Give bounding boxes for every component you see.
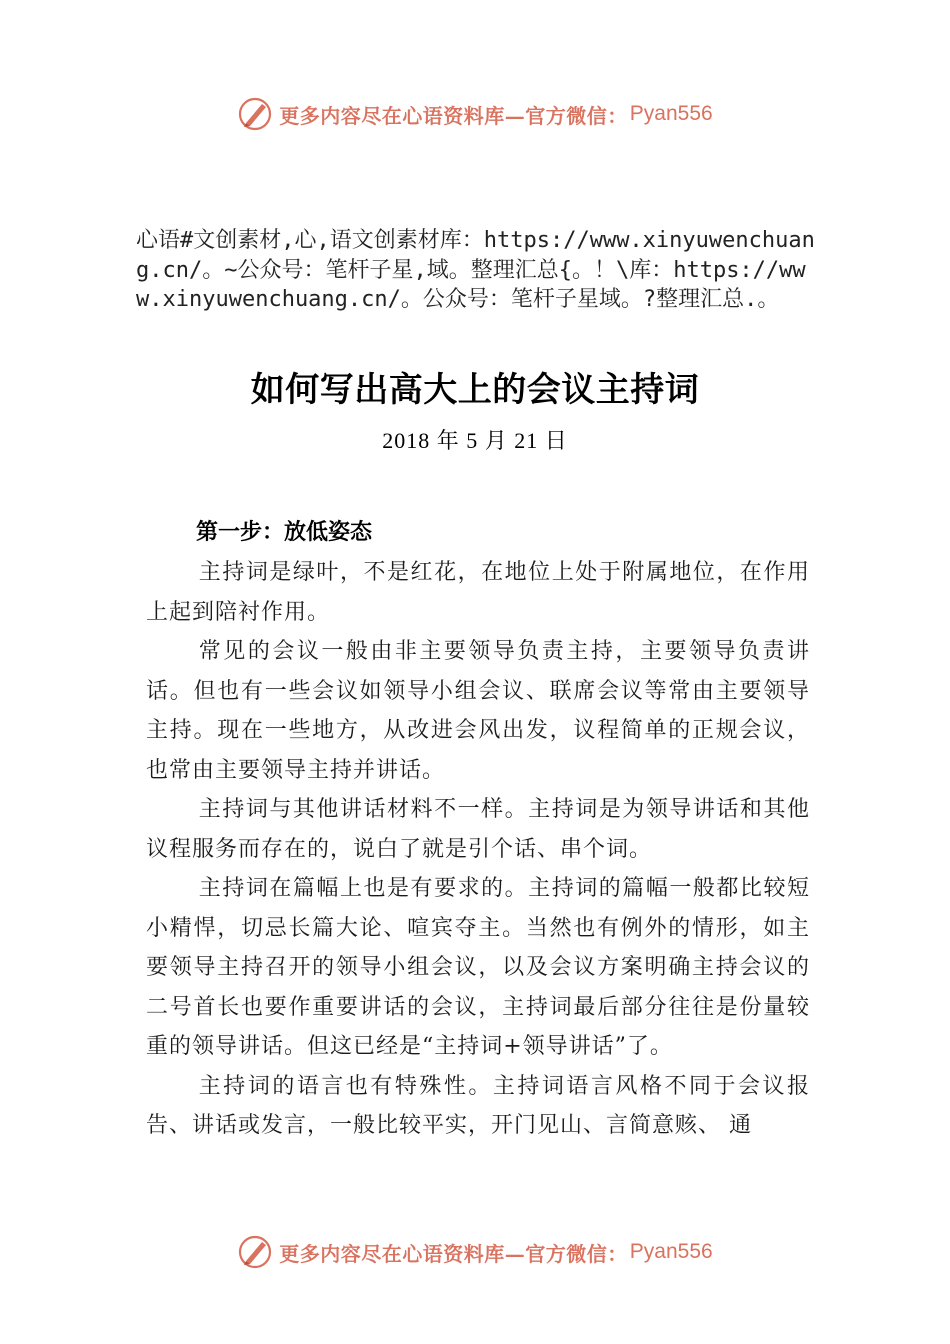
paragraph: 主持词与其他讲话材料不一样。主持词是为领导讲话和其他议程服务而存在的，说白了就是引个话、串个词。 xyxy=(146,797,810,862)
paragraph: 主持词在篇幅上也是有要求的。主持词的篇幅一般都比较短小精悍，切忌长篇大论、喧宾夺主。当然也有例外的情形，如主要领导主持召开的领导小组会议，以及会议方案明确主持会议的二号首长也要作重要讲话的会议，主持词最后部分往往是份量较重的领导讲话。但这已经是“主持词+领导讲话”了。 xyxy=(146,876,810,1059)
banner-text: 更多内容尽在心语资料库—官方微信： xyxy=(279,103,628,128)
banner-wechat-id: Pyan556 xyxy=(629,102,713,125)
header-banner xyxy=(0,94,950,134)
document-date: 2018 年 5 月 21 日 xyxy=(382,428,568,453)
banner-text: 更多内容尽在心语资料库—官方微信： xyxy=(279,1241,628,1266)
section-heading: 第一步：放低姿态 xyxy=(196,520,373,545)
document-title: 如何写出高大上的会议主持词 xyxy=(250,370,700,410)
watermark-text: 心语#文创素材,心,语文创素材库：https://www.xinyuwenchuang.cn/。~公众号：笔杆子星,域。整理汇总{。！\库：https://www.xinyuwenchuang.cn/。公众号：笔杆子星域。?整理汇总.。 xyxy=(136,228,815,312)
pen-logo-icon xyxy=(237,96,273,132)
paragraph: 主持词是绿叶，不是红花，在地位上处于附属地位，在作用上起到陪衬作用。 xyxy=(146,560,810,625)
footer-banner xyxy=(0,1232,950,1272)
paragraph: 常见的会议一般由非主要领导负责主持，主要领导负责讲话。但也有一些会议如领导小组会议、联席会议等常由主要领导主持。现在一些地方，从改进会风出发，议程简单的正规会议，也常由主要领导主持并讲话。 xyxy=(146,639,810,783)
document-body xyxy=(146,553,810,1146)
pen-logo-icon xyxy=(237,1234,273,1270)
paragraph: 主持词的语言也有特殊性。主持词语言风格不同于会议报告、讲话或发言，一般比较平实，开门见山、言简意赅、 通 xyxy=(146,1073,810,1138)
banner-wechat-id: Pyan556 xyxy=(629,1240,713,1263)
